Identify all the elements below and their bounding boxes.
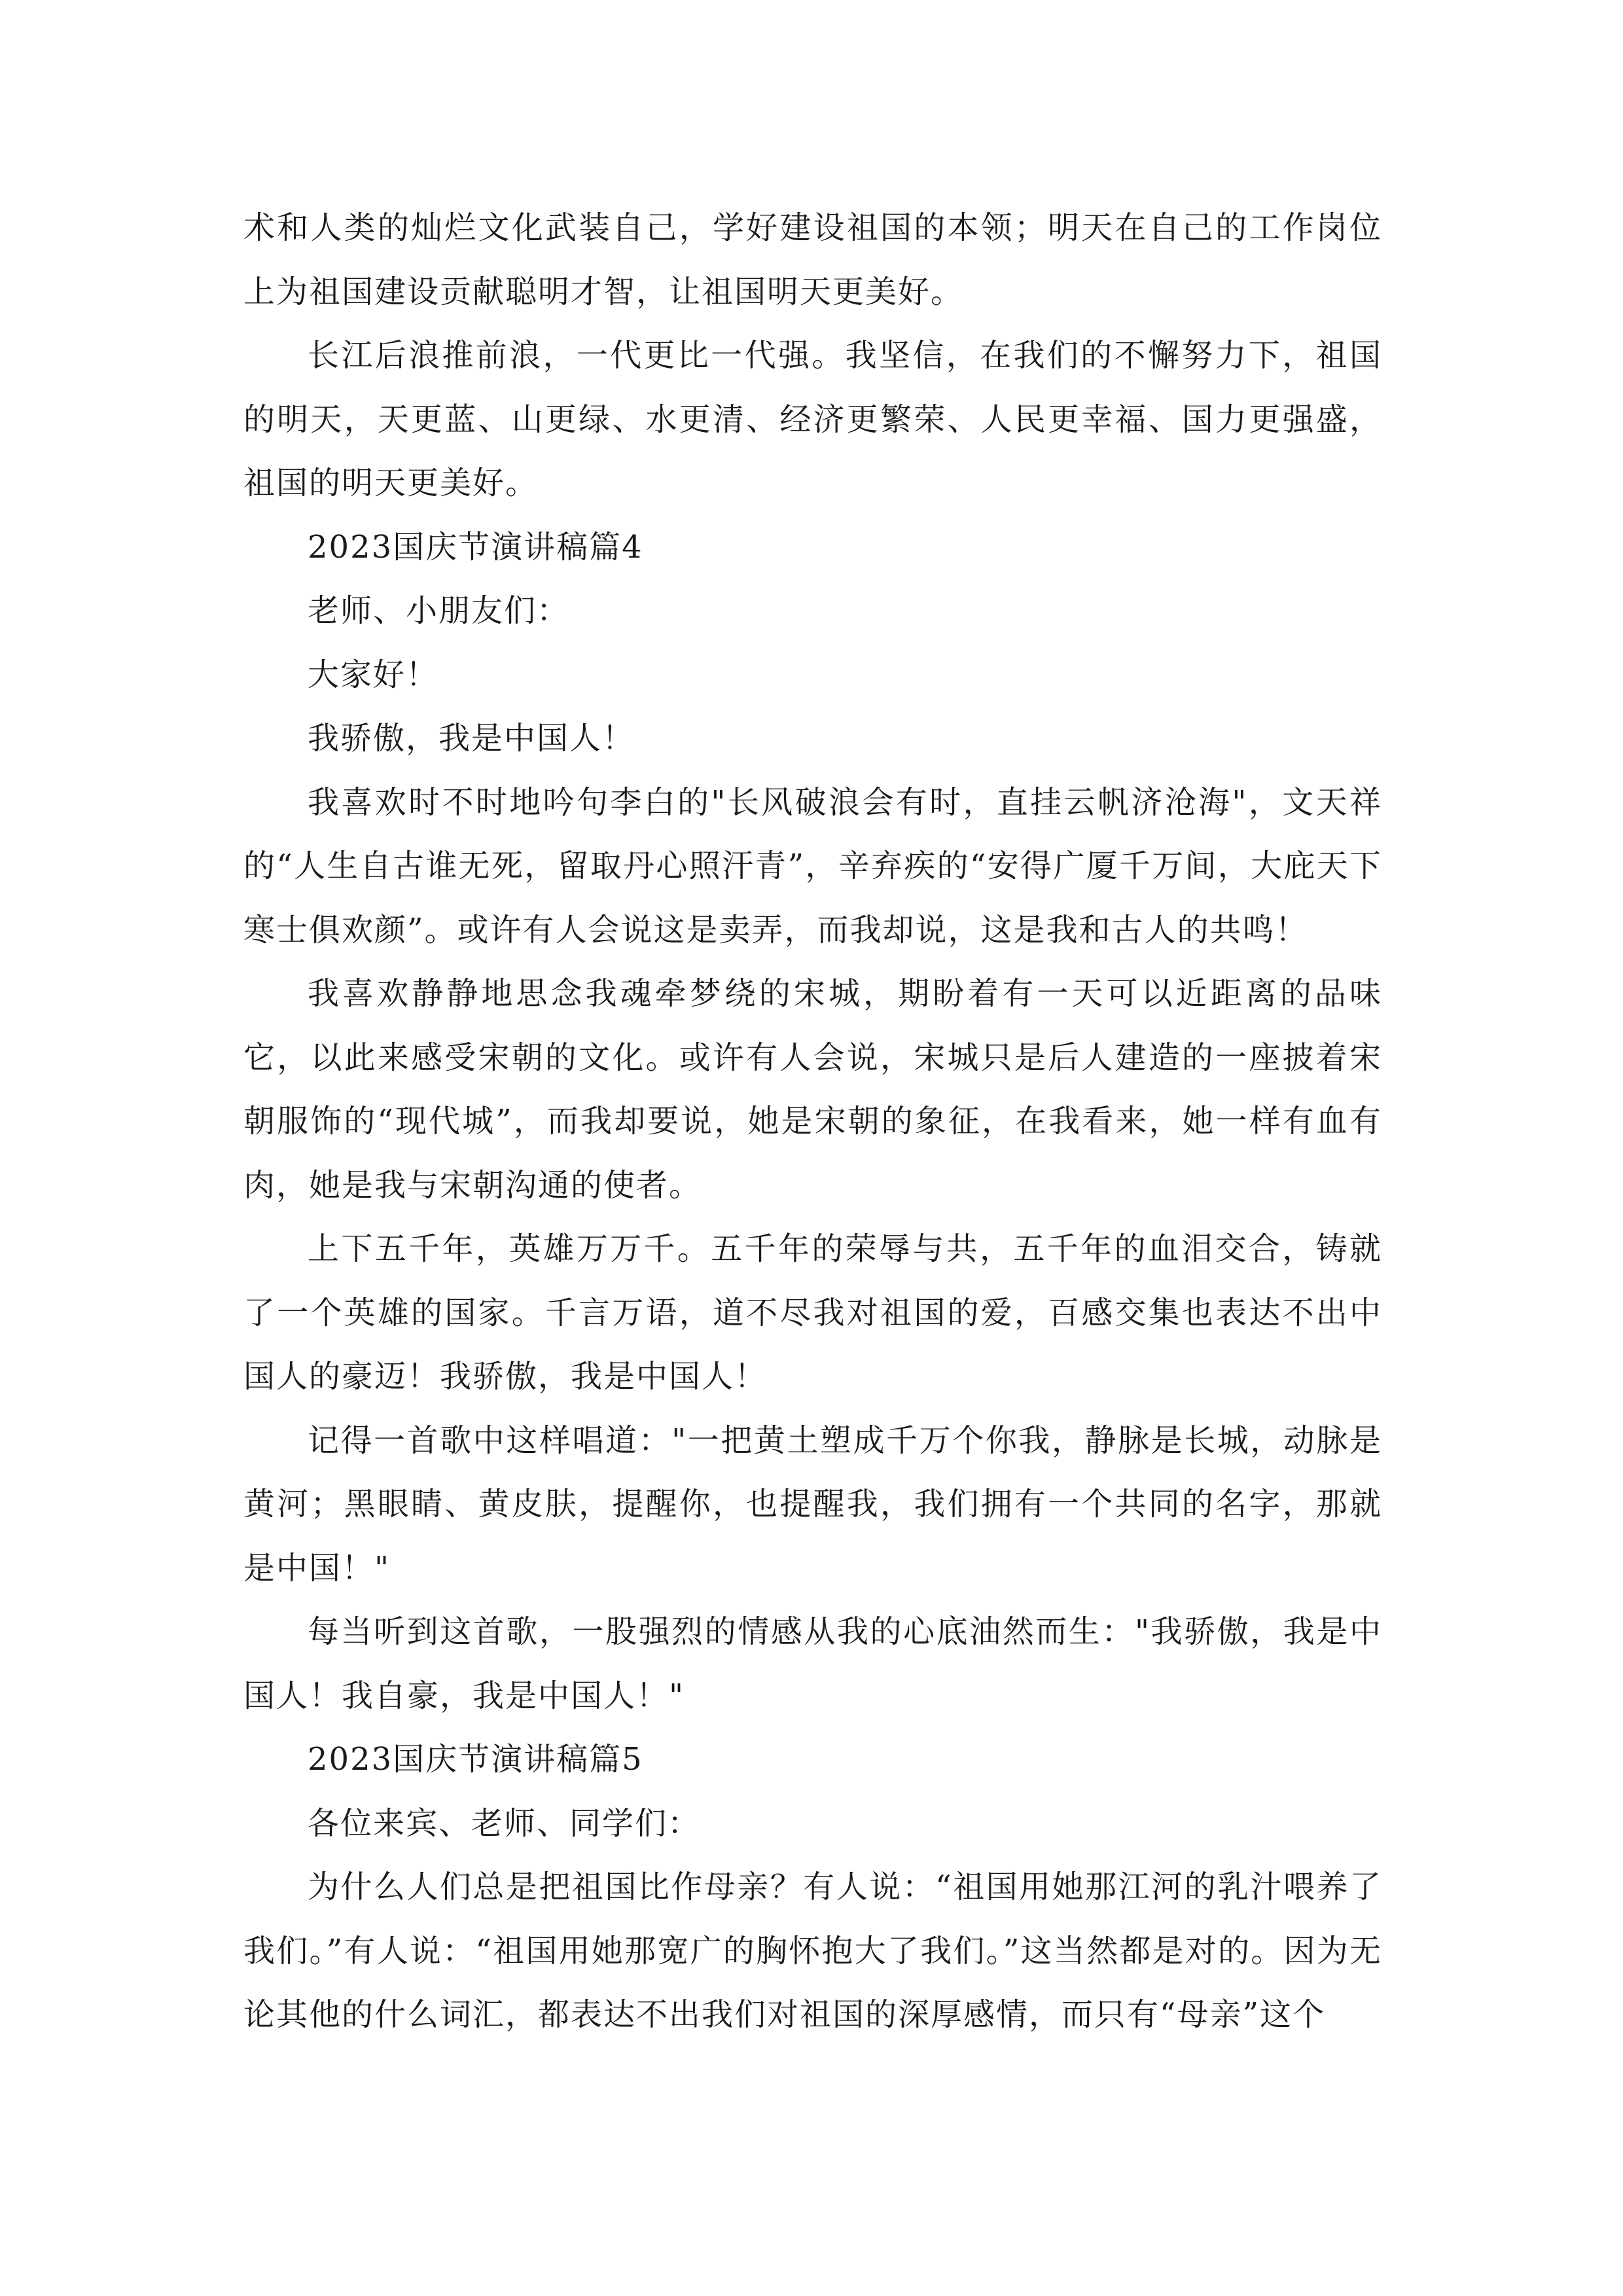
paragraph: 每当听到这首歌，一股强烈的情感从我的心底油然而生："我骄傲，我是中国人！我自豪，我是中国人！": [243, 1613, 1382, 1714]
paragraph: 长江后浪推前浪，一代更比一代强。我坚信，在我们的不懈努力下，祖国的明天，天更蓝、山更绿、水更清、经济更繁荣、人民更幸福、国力更强盛，祖国的明天更美好。: [243, 337, 1382, 501]
document-body: [243, 196, 1382, 2047]
paragraph: 我喜欢静静地思念我魂牵梦绕的宋城，期盼着有一天可以近距离的品味它，以此来感受宋朝的文化。或许有人会说，宋城只是后人建造的一座披着宋朝服饰的“现代城”，而我却要说，她是宋朝的象征，在我看来，她一样有血有肉，她是我与宋朝沟通的使者。: [243, 975, 1382, 1204]
greeting: 大家好！: [308, 656, 439, 693]
paragraph: 我喜欢时不时地吟句李白的"长风破浪会有时，直挂云帆济沧海"，文天祥的“人生自古谁无死，留取丹心照汗青”，辛弃疾的“安得广厦千万间，大庇天下寒士俱欢颜”。或许有人会说这是卖弄，而我却说，这是我和古人的共鸣！: [243, 783, 1382, 948]
salutation: 老师、小朋友们：: [308, 592, 570, 629]
section-heading: 2023国庆节演讲稿篇4: [308, 528, 643, 565]
section-heading: 2023国庆节演讲稿篇5: [308, 1741, 643, 1778]
paragraph: 上下五千年，英雄万万千。五千年的荣辱与共，五千年的血泪交合，铸就了一个英雄的国家。千言万语，道不尽我对祖国的爱，百感交集也表达不出中国人的豪迈！我骄傲，我是中国人！: [243, 1230, 1382, 1395]
paragraph-continued: 术和人类的灿烂文化武装自己，学好建设祖国的本领；明天在自己的工作岗位上为祖国建设贡献聪明才智，让祖国明天更美好。: [243, 209, 1382, 310]
salutation: 各位来宾、老师、同学们：: [308, 1804, 701, 1842]
paragraph: 我骄傲，我是中国人！: [308, 720, 635, 757]
paragraph: 为什么人们总是把祖国比作母亲？有人说：“祖国用她那江河的乳汁喂养了我们。”有人说：“祖国用她那宽广的胸怀抱大了我们。”这当然都是对的。因为无论其他的什么词汇，都表达不出我们对祖国的深厚感情，而只有“母亲”这个: [243, 1869, 1382, 2033]
paragraph: 记得一首歌中这样唱道："一把黄土塑成千万个你我，静脉是长城，动脉是黄河；黑眼睛、黄皮肤，提醒你，也提醒我，我们拥有一个共同的名字，那就是中国！": [243, 1422, 1382, 1587]
